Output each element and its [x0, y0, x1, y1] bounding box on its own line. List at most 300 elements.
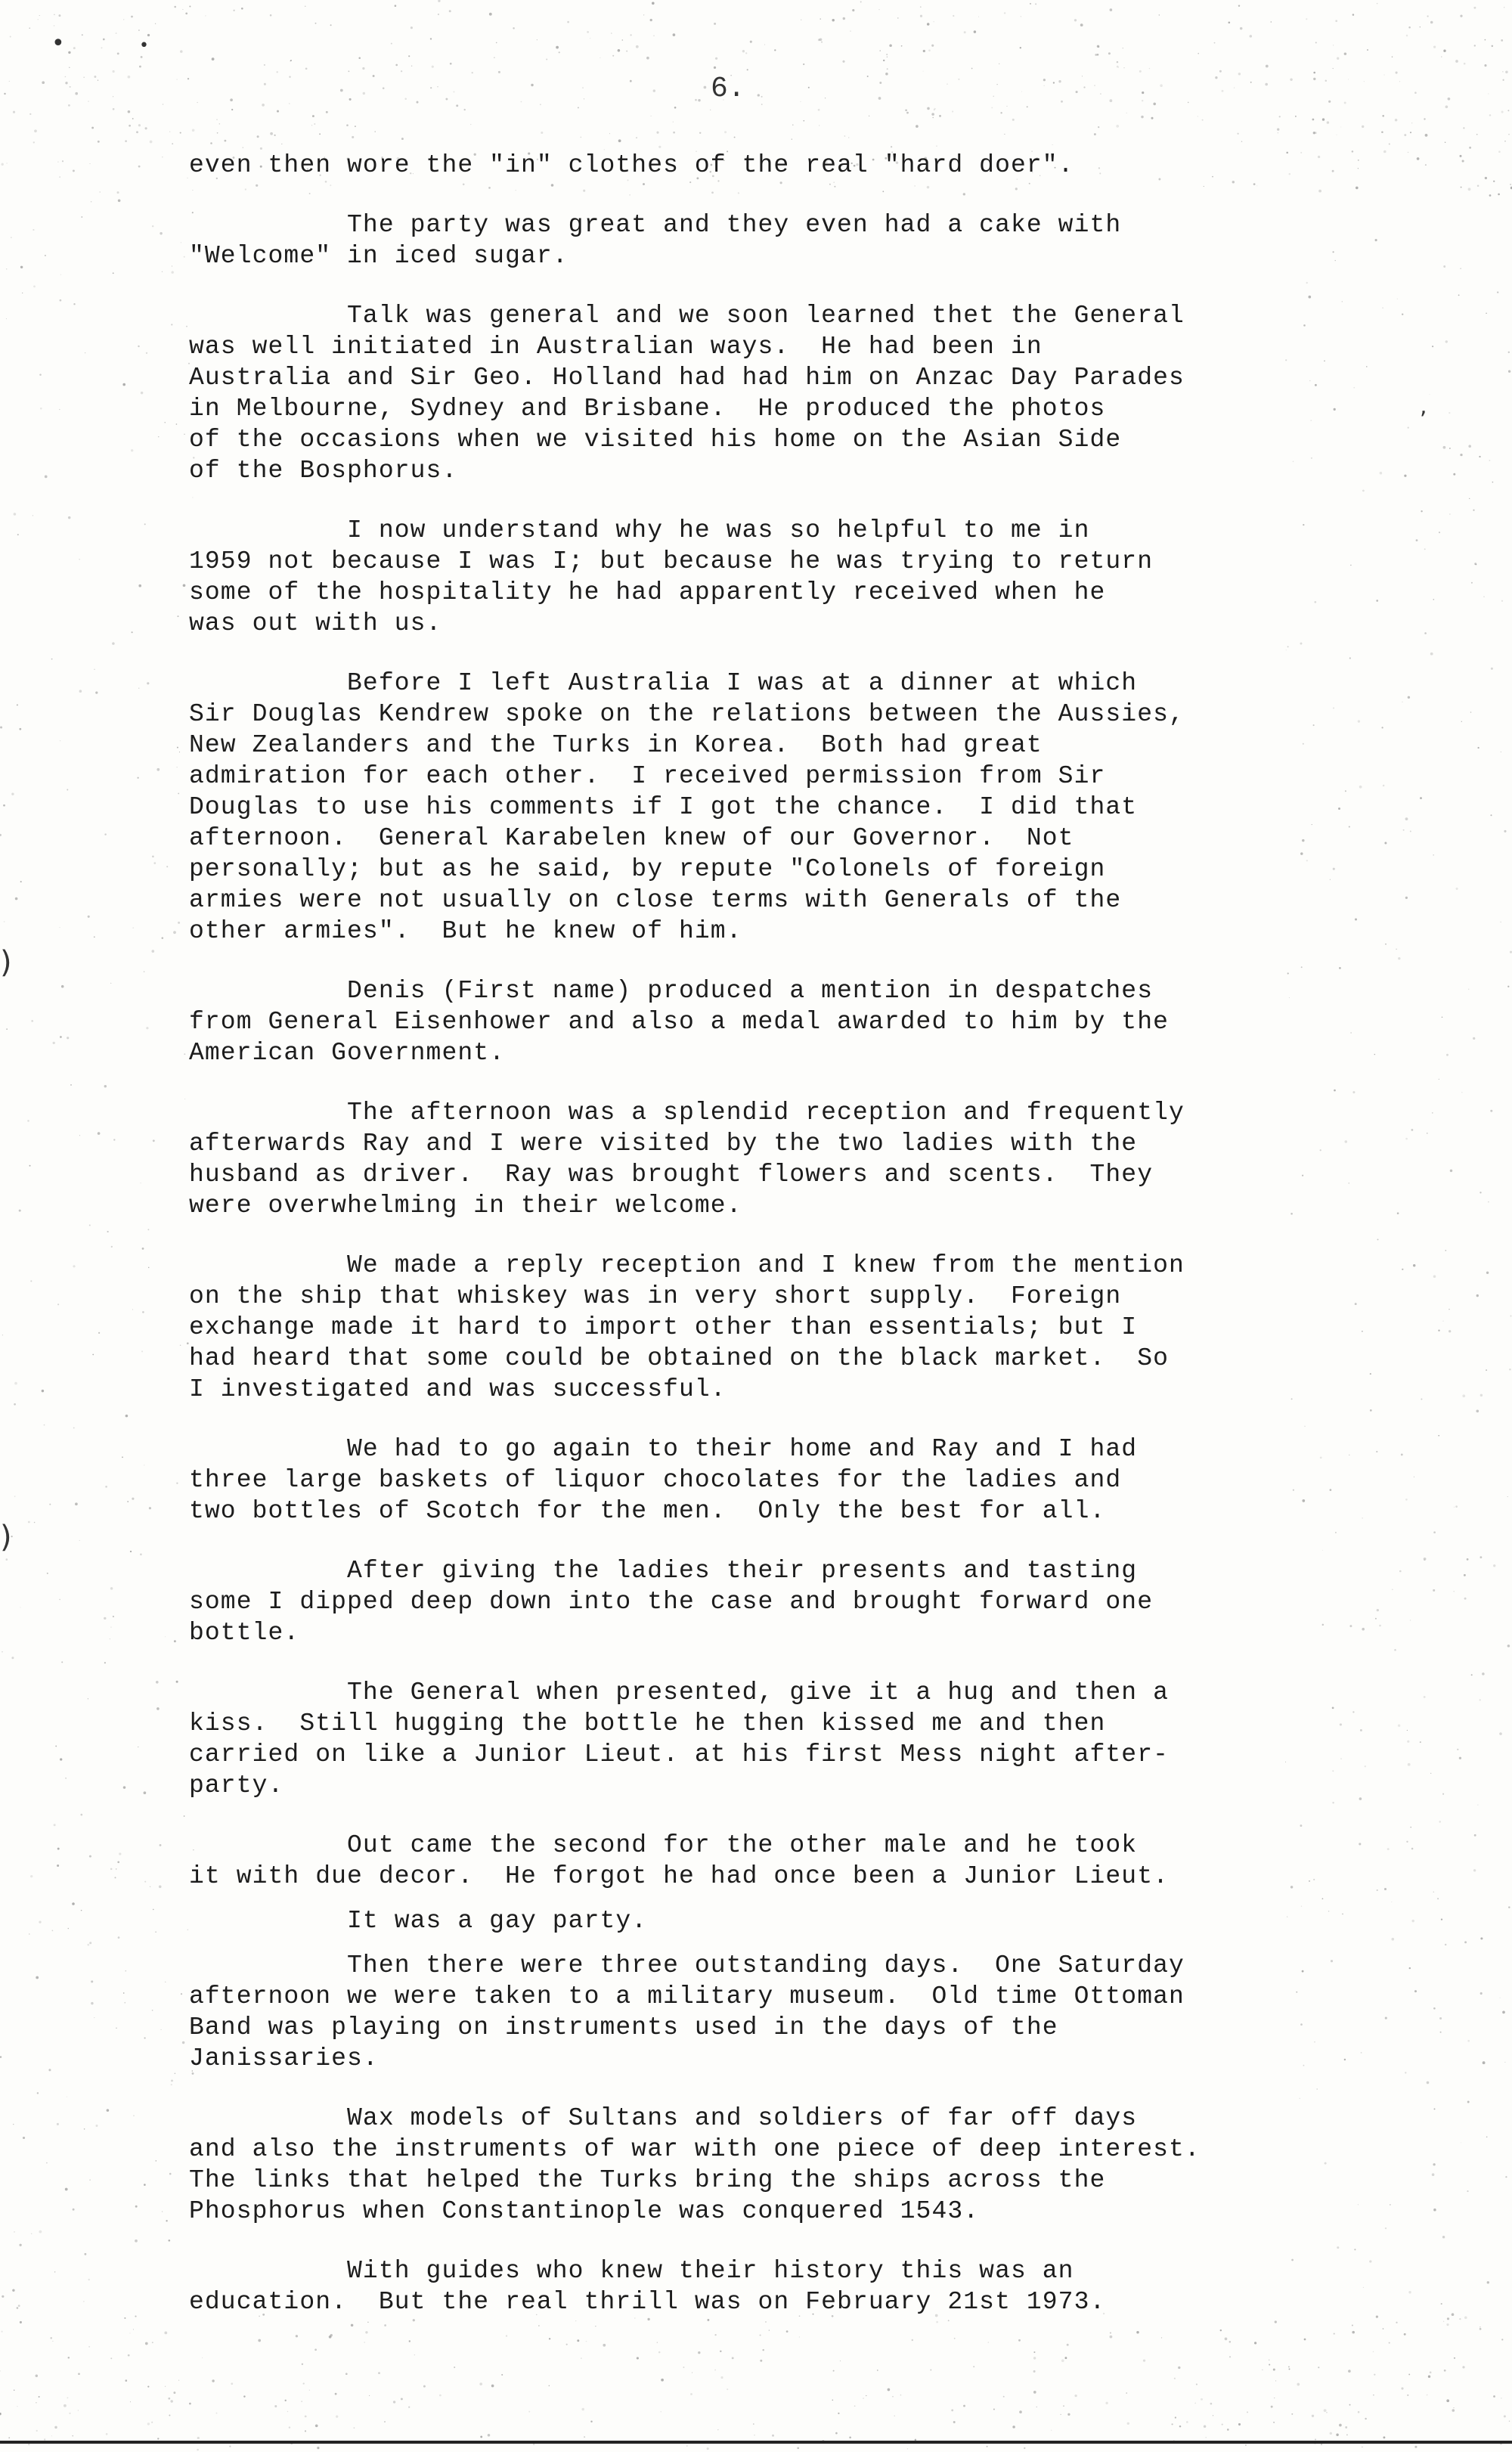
speckle-dot	[1318, 2367, 1319, 2368]
speckle-dot	[1225, 2338, 1228, 2341]
speckle-dot	[883, 60, 885, 61]
speckle-dot	[1313, 132, 1315, 134]
speckle-dot	[45, 476, 48, 479]
speckle-dot	[149, 1507, 151, 1509]
speckle-dot	[27, 1120, 29, 1122]
speckle-dot	[81, 1910, 82, 1911]
text-line: two bottles of Scotch for the men. Only the best for all.	[189, 1497, 1106, 1525]
speckle-dot	[885, 73, 888, 76]
speckle-dot	[683, 2367, 684, 2368]
speckle-dot	[1196, 2383, 1198, 2385]
speckle-dot	[1443, 446, 1446, 449]
speckle-dot	[2, 2295, 4, 2298]
paragraph-gap	[189, 639, 1399, 668]
speckle-dot	[1241, 141, 1243, 142]
speckle-dot	[1479, 456, 1480, 457]
text-line: Wax models of Sultans and soldiers of far off days	[189, 2104, 1138, 2132]
speckle-dot	[315, 2424, 318, 2427]
speckle-dot	[1464, 63, 1466, 65]
speckle-dot	[139, 66, 141, 68]
speckle-dot	[1508, 370, 1510, 373]
speckle-dot	[1396, 2322, 1397, 2323]
text-line: Douglas to use his comments if I got the chance. I did that	[189, 793, 1138, 821]
speckle-dot	[124, 2317, 125, 2319]
speckle-dot	[169, 2415, 170, 2416]
speckle-dot	[88, 2279, 89, 2280]
speckle-dot	[73, 1265, 75, 1267]
speckle-dot	[1410, 831, 1411, 832]
text-line: I now understand why he was so helpful to me in	[189, 516, 1090, 544]
speckle-dot	[1076, 91, 1078, 93]
speckle-dot	[609, 133, 610, 134]
speckle-dot	[1033, 2357, 1036, 2359]
speckle-dot	[432, 66, 434, 68]
speckle-dot	[879, 82, 881, 84]
paragraph-gap	[189, 486, 1399, 515]
speckle-dot	[144, 1791, 147, 1794]
speckle-dot	[1447, 2317, 1449, 2320]
speckle-dot	[1488, 1201, 1489, 1203]
speckle-dot	[39, 2230, 42, 2233]
speckle-dot	[54, 25, 55, 26]
speckle-dot	[1492, 482, 1494, 483]
speckle-dot	[1420, 797, 1422, 799]
speckle-dot	[1401, 1454, 1403, 1456]
speckle-dot	[567, 21, 569, 23]
speckle-dot	[17, 704, 18, 705]
speckle-dot	[1448, 412, 1450, 414]
speckle-dot	[832, 2399, 833, 2401]
speckle-dot	[401, 138, 404, 140]
speckle-dot	[491, 2385, 494, 2388]
speckle-dot	[1493, 181, 1495, 182]
speckle-dot	[1245, 2444, 1247, 2446]
text-line: New Zealanders and the Turks in Korea. Both had great	[189, 731, 1043, 759]
speckle-dot	[1094, 85, 1095, 86]
speckle-dot	[673, 33, 676, 36]
speckle-dot	[144, 2037, 146, 2038]
speckle-dot	[351, 2324, 353, 2326]
speckle-dot	[996, 84, 997, 85]
speckle-dot	[14, 1382, 17, 1385]
speckle-dot	[833, 2370, 835, 2372]
speckle-dot	[117, 52, 119, 54]
speckle-dot	[241, 8, 243, 10]
speckle-dot	[1476, 564, 1477, 566]
speckle-dot	[153, 1139, 155, 1142]
text-line: Denis (First name) produced a mention in despatches	[189, 977, 1154, 1005]
paragraph	[189, 1250, 1399, 1405]
speckle-dot	[1474, 45, 1476, 46]
speckle-dot	[1413, 1264, 1415, 1266]
speckle-dot	[1460, 268, 1461, 269]
paragraph-gap	[189, 2074, 1399, 2103]
paragraph	[189, 1434, 1399, 1527]
speckle-dot	[1110, 2336, 1113, 2339]
speckle-dot	[1312, 119, 1315, 121]
speckle-dot	[947, 83, 948, 85]
speckle-dot	[225, 140, 227, 142]
speckle-dot	[939, 115, 941, 117]
speckle-dot	[634, 2317, 635, 2318]
speckle-dot	[183, 584, 186, 587]
speckle-dot	[1313, 78, 1315, 80]
speckle-dot	[472, 72, 473, 73]
speckle-dot	[110, 1868, 113, 1871]
speckle-dot	[867, 76, 869, 77]
paragraph	[189, 150, 1399, 181]
paragraph-gap	[189, 1527, 1399, 1555]
paragraph	[189, 300, 1399, 486]
speckle-dot	[820, 38, 823, 41]
text-line: kiss. Still hugging the bottle he then kissed me and then	[189, 1710, 1106, 1737]
speckle-dot	[44, 1424, 45, 1426]
speckle-dot	[8, 2437, 10, 2438]
speckle-dot	[1043, 79, 1046, 81]
speckle-dot	[91, 201, 92, 203]
speckle-dot	[1339, 2424, 1342, 2427]
speckle-dot	[105, 1486, 107, 1488]
speckle-dot	[1202, 119, 1204, 121]
speckle-dot	[1313, 72, 1315, 74]
speckle-dot	[171, 2400, 173, 2402]
speckle-dot	[1442, 1793, 1444, 1795]
speckle-dot	[464, 109, 466, 110]
speckle-dot	[75, 1502, 78, 1505]
speckle-dot	[912, 2339, 913, 2341]
speckle-dot	[1333, 68, 1334, 69]
speckle-dot	[15, 897, 18, 901]
speckle-dot	[19, 728, 21, 730]
speckle-dot	[340, 89, 343, 92]
speckle-dot	[878, 97, 881, 100]
speckle-dot	[1433, 2163, 1435, 2165]
speckle-dot	[923, 50, 925, 52]
speckle-dot	[110, 1626, 111, 1627]
speckle-dot	[1406, 35, 1408, 37]
speckle-dot	[1238, 73, 1241, 75]
speckle-dot	[88, 916, 90, 918]
speckle-dot	[575, 2320, 576, 2321]
speckle-dot	[217, 132, 218, 134]
speckle-dot	[1504, 2062, 1505, 2063]
text-line: bottle.	[189, 1619, 300, 1647]
speckle-dot	[1405, 1499, 1408, 1501]
speckle-dot	[0, 2413, 2, 2415]
speckle-dot	[55, 1745, 57, 1747]
speckle-dot	[17, 534, 19, 535]
speckle-dot	[178, 793, 179, 795]
speckle-dot	[1441, 2303, 1442, 2305]
speckle-dot	[480, 2435, 482, 2438]
speckle-dot	[1425, 164, 1427, 166]
speckle-dot	[892, 2396, 894, 2398]
speckle-dot	[1110, 99, 1113, 102]
speckle-dot	[1408, 1763, 1411, 1766]
text-line: The links that helped the Turks bring the ships across the	[189, 2166, 1106, 2194]
speckle-dot	[123, 19, 124, 20]
speckle-dot	[38, 19, 39, 20]
speckle-dot	[1141, 116, 1143, 118]
speckle-dot	[761, 104, 763, 105]
speckle-dot	[603, 2344, 606, 2347]
speckle-dot	[29, 1165, 31, 1167]
text-line: some I dipped deep down into the case and brought forward one	[189, 1588, 1154, 1616]
speckle-dot	[1139, 70, 1142, 73]
speckle-dot	[1395, 119, 1398, 122]
speckle-dot	[1508, 352, 1510, 353]
speckle-dot	[231, 109, 233, 110]
speckle-dot	[538, 2325, 540, 2326]
speckle-dot	[39, 2396, 40, 2398]
speckle-dot	[1229, 2341, 1232, 2343]
speckle-dot	[1018, 2339, 1021, 2342]
speckle-dot	[312, 115, 314, 117]
speckle-dot	[144, 971, 145, 972]
speckle-dot	[714, 23, 716, 25]
speckle-dot	[1383, 2436, 1385, 2438]
speckle-dot	[1100, 93, 1101, 94]
speckle-dot	[1473, 510, 1474, 511]
speckle-dot	[1234, 87, 1235, 88]
speckle-dot	[113, 108, 115, 110]
speckle-dot	[958, 79, 959, 80]
speckle-dot	[401, 2398, 403, 2400]
speckle-dot	[1490, 1110, 1492, 1112]
speckle-dot	[618, 139, 621, 142]
speckle-dot	[52, 1930, 54, 1932]
speckle-dot	[1411, 1848, 1414, 1850]
speckle-dot	[129, 125, 131, 127]
speckle-dot	[36, 2430, 38, 2432]
speckle-dot	[1277, 129, 1279, 131]
speckle-dot	[1462, 1394, 1465, 1397]
speckle-dot	[1151, 117, 1153, 119]
speckle-dot	[1275, 2320, 1277, 2323]
speckle-dot	[581, 2408, 584, 2410]
speckle-dot	[155, 23, 156, 24]
speckle-dot	[1488, 93, 1489, 94]
speckle-dot	[67, 789, 68, 791]
speckle-dot	[1000, 112, 1002, 113]
speckle-dot	[449, 10, 451, 12]
speckle-dot	[1227, 2429, 1229, 2431]
speckle-dot	[1420, 1741, 1421, 1743]
speckle-dot	[753, 2423, 754, 2425]
speckle-dot	[888, 2388, 891, 2392]
speckle-dot	[168, 2398, 170, 2400]
speckle-dot	[374, 131, 375, 132]
speckle-dot	[60, 299, 62, 302]
text-line: Talk was general and we soon learned thet the General	[189, 302, 1185, 330]
speckle-dot	[1444, 2370, 1446, 2372]
speckle-dot	[1327, 121, 1329, 123]
speckle-dot	[145, 127, 147, 129]
speckle-dot	[1464, 1598, 1467, 1600]
speckle-dot	[395, 5, 397, 7]
speckle-dot	[0, 2413, 2, 2414]
speckle-dot	[546, 59, 547, 60]
speckle-dot	[1424, 1559, 1425, 1561]
speckle-dot	[1442, 1321, 1443, 1322]
speckle-dot	[168, 2240, 170, 2242]
speckle-dot	[1446, 2399, 1449, 2402]
speckle-dot	[401, 70, 402, 72]
paragraph	[189, 1097, 1399, 1221]
speckle-dot	[54, 1824, 56, 1826]
speckle-dot	[365, 2331, 367, 2333]
speckle-dot	[165, 2386, 166, 2387]
speckle-dot	[1406, 1841, 1408, 1843]
speckle-dot	[818, 39, 820, 41]
speckle-dot	[531, 84, 533, 86]
speckle-dot	[889, 44, 892, 47]
speckle-dot	[1061, 101, 1063, 103]
speckle-dot	[1407, 1730, 1408, 1731]
speckle-dot	[132, 1498, 134, 1500]
text-line: was out with us.	[189, 609, 442, 637]
speckle-dot	[358, 57, 361, 60]
speckle-dot	[36, 2375, 38, 2377]
speckle-dot	[144, 2184, 146, 2186]
speckle-dot	[33, 286, 36, 288]
speckle-dot	[1127, 2423, 1129, 2425]
speckle-dot	[1504, 830, 1506, 832]
text-line: in Melbourne, Sydney and Brisbane. He produced the photos	[189, 395, 1106, 423]
speckle-dot	[792, 125, 793, 126]
speckle-dot	[661, 2379, 664, 2382]
speckle-dot	[1473, 1869, 1476, 1871]
speckle-dot	[470, 124, 471, 125]
speckle-dot	[19, 2244, 21, 2246]
speckle-dot	[695, 99, 697, 101]
speckle-dot	[934, 108, 935, 110]
speckle-dot	[1205, 2437, 1207, 2438]
speckle-dot	[528, 2411, 530, 2413]
speckle-dot	[818, 109, 820, 111]
speckle-dot	[698, 99, 700, 101]
speckle-dot	[1479, 2328, 1482, 2330]
speckle-dot	[112, 642, 115, 645]
speckle-dot	[79, 1540, 80, 1541]
speckle-dot	[799, 2336, 800, 2337]
speckle-dot	[1019, 2410, 1022, 2413]
speckle-dot	[131, 16, 133, 18]
speckle-dot	[1424, 1558, 1427, 1561]
speckle-dot	[1452, 2409, 1455, 2412]
speckle-dot	[1480, 1394, 1483, 1396]
speckle-dot	[125, 2379, 128, 2382]
speckle-dot	[541, 132, 543, 134]
speckle-dot	[153, 862, 156, 864]
speckle-dot	[661, 2411, 662, 2412]
speckle-dot	[39, 1920, 41, 1923]
speckle-dot	[147, 2423, 150, 2425]
speckle-dot	[212, 57, 215, 60]
speckle-dot	[229, 2446, 231, 2447]
speckle-dot	[658, 146, 661, 148]
speckle-dot	[1484, 64, 1486, 67]
speckle-dot	[1116, 125, 1119, 128]
speckle-dot	[110, 1587, 113, 1590]
speckle-dot	[128, 110, 131, 113]
text-line: The General when presented, give it a hug and then a	[189, 1679, 1169, 1706]
text-line: Then there were three outstanding days. One Saturday	[189, 1951, 1185, 1979]
paragraph	[189, 1950, 1399, 2074]
speckle-dot	[769, 2330, 770, 2331]
text-line: Sir Douglas Kendrew spoke on the relations between the Aussies,	[189, 700, 1185, 728]
speckle-dot	[243, 2395, 245, 2397]
speckle-dot	[9, 81, 10, 82]
speckle-dot	[835, 2432, 838, 2435]
speckle-dot	[1064, 2357, 1067, 2359]
speckle-dot	[906, 112, 909, 114]
speckle-dot	[1461, 1092, 1462, 1093]
speckle-dot	[373, 75, 375, 77]
speckle-dot	[848, 137, 849, 138]
speckle-dot	[60, 1036, 62, 1038]
speckle-dot	[205, 15, 206, 16]
speckle-dot	[89, 1942, 91, 1944]
speckle-dot	[1464, 2317, 1467, 2320]
speckle-dot	[106, 2433, 108, 2435]
speckle-dot	[161, 2029, 162, 2030]
speckle-dot	[189, 2403, 191, 2405]
speckle-dot	[270, 132, 273, 135]
speckle-dot	[1433, 1589, 1435, 1592]
speckle-dot	[877, 2370, 878, 2371]
speckle-dot	[1476, 1294, 1479, 1297]
speckle-dot	[772, 2435, 774, 2437]
speckle-dot	[48, 2069, 51, 2071]
speckle-dot	[423, 2385, 426, 2388]
speckle-dot	[1450, 1170, 1452, 1172]
speckle-dot	[12, 2289, 14, 2292]
speckle-dot	[141, 392, 143, 394]
speckle-dot	[30, 1280, 32, 1282]
speckle-dot	[69, 67, 70, 68]
speckle-dot	[181, 1993, 182, 1995]
speckle-dot	[176, 423, 178, 425]
speckle-dot	[1441, 1918, 1442, 1920]
speckle-dot	[42, 1390, 44, 1392]
speckle-dot	[698, 2351, 700, 2354]
speckle-dot	[513, 27, 514, 29]
margin-mark-top-dot: •	[139, 36, 149, 55]
speckle-dot	[53, 1042, 55, 1044]
speckle-dot	[1414, 2446, 1417, 2448]
speckle-dot	[1446, 2323, 1448, 2326]
speckle-dot	[1214, 42, 1216, 44]
speckle-dot	[1486, 2137, 1488, 2138]
speckle-dot	[501, 2374, 503, 2376]
speckle-dot	[993, 2409, 995, 2410]
speckle-dot	[113, 1139, 115, 1140]
speckle-dot	[1336, 2434, 1338, 2436]
speckle-dot	[185, 12, 187, 14]
speckle-dot	[1443, 50, 1445, 52]
speckle-dot	[177, 747, 178, 749]
speckle-dot	[125, 1970, 126, 1972]
speckle-dot	[1457, 1749, 1458, 1750]
speckle-dot	[133, 2115, 135, 2116]
speckle-dot	[155, 1931, 156, 1933]
speckle-dot	[964, 31, 966, 33]
speckle-dot	[1485, 177, 1487, 179]
speckle-dot	[1142, 100, 1143, 101]
speckle-dot	[1330, 2432, 1332, 2435]
speckle-dot	[311, 125, 312, 126]
